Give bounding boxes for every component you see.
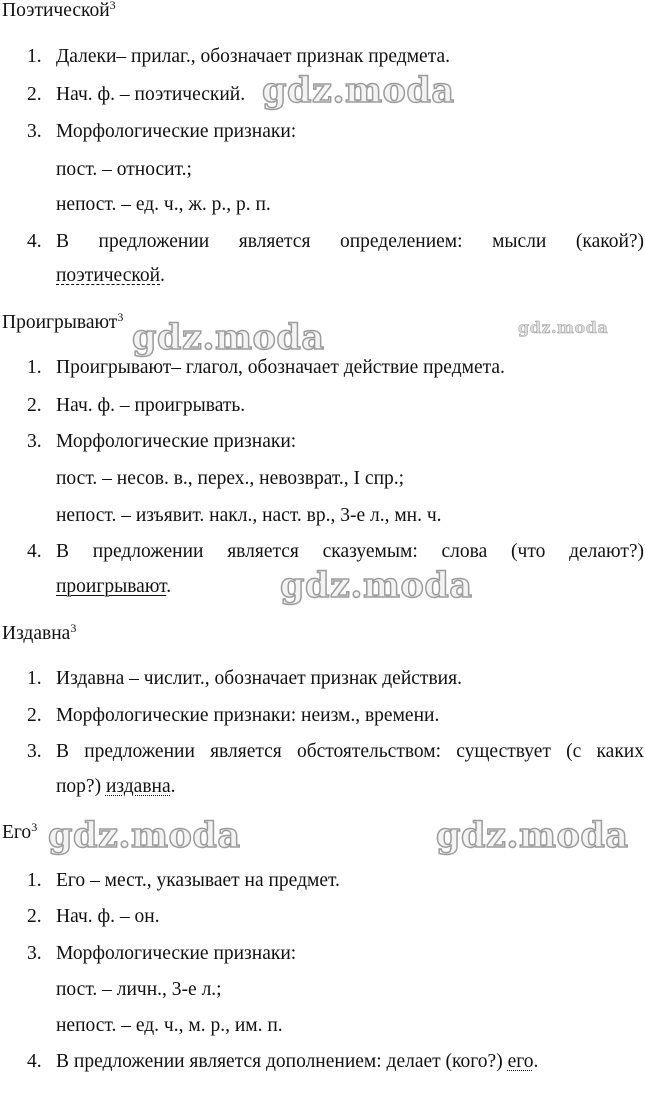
- item-number: 3.: [27, 943, 42, 964]
- item-text-continuation: пор?) издавна.: [56, 776, 176, 797]
- item-number: 2.: [27, 395, 42, 416]
- item-text: Морфологические признаки: неизм., времени.: [56, 705, 440, 726]
- item-number: 1.: [27, 870, 42, 891]
- item-text: Морфологические признаки:: [56, 121, 297, 142]
- sub-item-text: непост. – изъявит. накл., наст. вр., 3-е л., мн. ч.: [56, 505, 442, 526]
- section-heading: Его$^3$: [2, 820, 38, 843]
- item-number: 3.: [27, 121, 42, 142]
- sub-item-text: непост. – ед. ч., м. р., им. п.: [56, 1015, 283, 1036]
- item-text: В предложении является дополнением: делает (кого?) его.: [56, 1051, 539, 1072]
- item-text: В предложении является определением: мысли (какой?): [56, 231, 645, 252]
- item-text: Нач. ф. – поэтический.: [56, 84, 246, 105]
- item-text-continuation: проигрывают.: [56, 576, 172, 597]
- item-text: Издавна – числит., обозначает признак действия.: [56, 668, 462, 689]
- item-number: 3.: [27, 741, 42, 762]
- underlined-word: поэтической: [56, 265, 161, 286]
- item-number: 4.: [27, 231, 42, 252]
- sub-item-text: непост. – ед. ч., ж. р., р. п.: [56, 194, 271, 215]
- item-text: В предложении является сказуемым: слова (что делают?): [56, 541, 645, 562]
- item-number: 1.: [27, 357, 42, 378]
- item-text: Далеки– прилаг., обозначает признак предмета.: [56, 46, 450, 67]
- section-heading: Проигрывают$^3$: [2, 310, 124, 333]
- item-number: 2.: [27, 705, 42, 726]
- item-number: 4.: [27, 1051, 42, 1072]
- item-number: 4.: [27, 541, 42, 562]
- watermark: gdz.moda: [48, 815, 241, 856]
- item-number: 1.: [27, 46, 42, 67]
- underlined-word: издавна: [105, 776, 171, 797]
- item-number: 1.: [27, 668, 42, 689]
- item-text: Морфологические признаки:: [56, 431, 297, 452]
- item-text: В предложении является обстоятельством: существует (с каких: [56, 741, 644, 762]
- item-number: 3.: [27, 431, 42, 452]
- item-text: Морфологические признаки:: [56, 943, 297, 964]
- sub-item-text: пост. – относит.;: [56, 159, 192, 180]
- item-text: Его – мест., указывает на предмет.: [56, 870, 340, 891]
- watermark: gdz.moda: [132, 317, 325, 358]
- sub-item-text: пост. – личн., 3-е л.;: [56, 979, 222, 1000]
- underlined-word: проигрывают: [56, 576, 167, 597]
- item-text: Нач. ф. – проигрывать.: [56, 395, 246, 416]
- watermark: gdz.moda: [280, 565, 473, 606]
- item-number: 2.: [27, 84, 42, 105]
- underlined-word: его: [507, 1051, 534, 1072]
- item-number: 2.: [27, 906, 42, 927]
- watermark: gdz.moda: [436, 815, 629, 856]
- watermark: gdz.moda: [262, 70, 455, 111]
- watermark: gdz.moda: [518, 318, 609, 337]
- section-heading: Издавна$^3$: [2, 621, 77, 644]
- item-text: Проигрывают– глагол, обозначает действие предмета.: [56, 357, 505, 378]
- item-text-continuation: поэтической.: [56, 265, 165, 286]
- item-text: Нач. ф. – он.: [56, 906, 160, 927]
- sub-item-text: пост. – несов. в., перех., невозврат., I спр.;: [56, 468, 405, 489]
- section-heading: Поэтической$^3$: [2, 0, 116, 21]
